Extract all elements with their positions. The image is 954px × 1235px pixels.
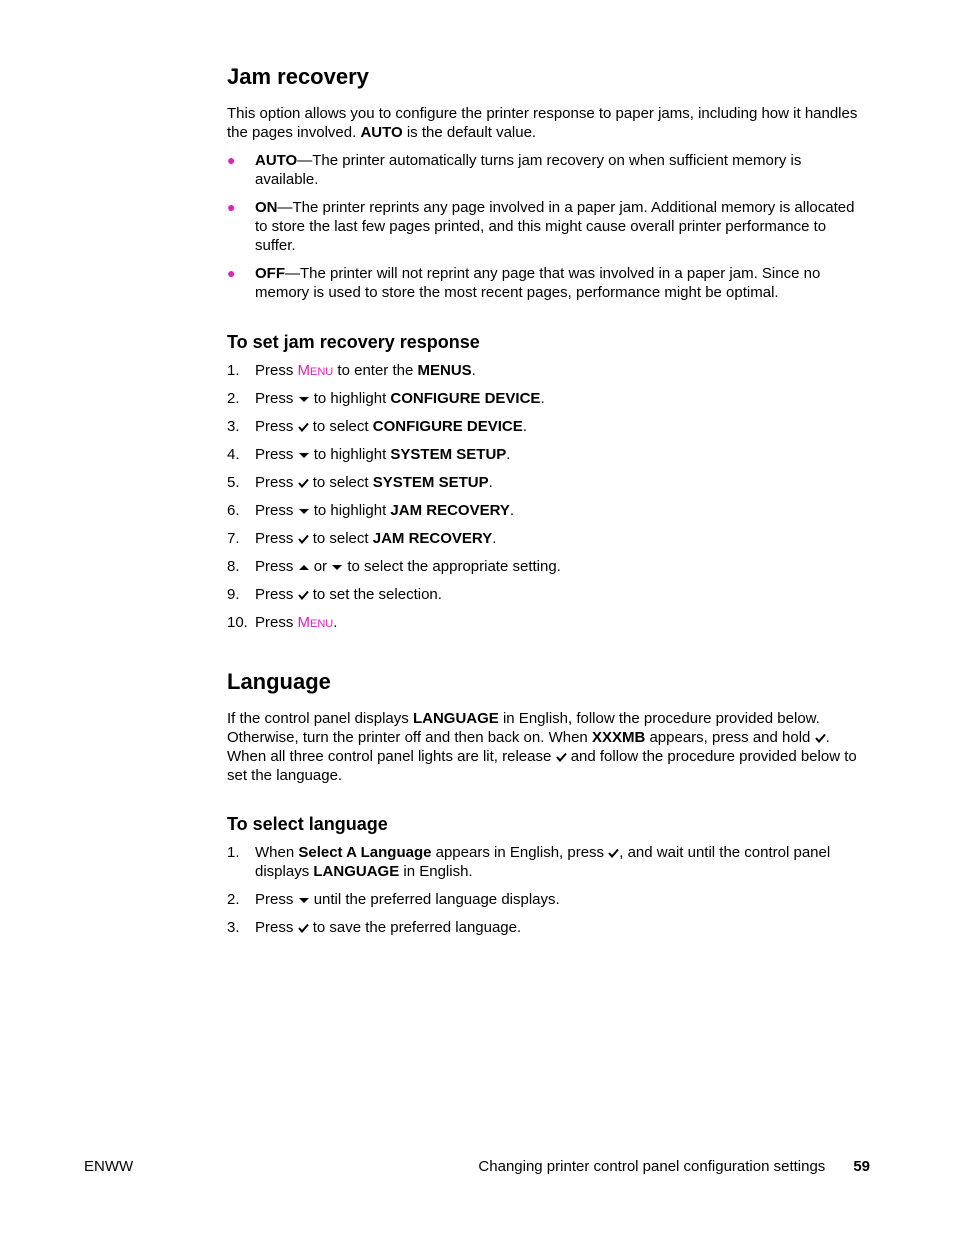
step-text: Press xyxy=(255,558,294,575)
list-item: 7. Press to select JAM RECOVERY. xyxy=(227,530,497,547)
step-text: Press xyxy=(255,390,294,407)
step-number: 6. xyxy=(227,502,240,519)
step-text: to save the preferred language. xyxy=(312,919,522,936)
list-item: 6. Press to highlight JAM RECOVERY. xyxy=(227,502,515,519)
intro-text: This option allows you to configure the printer response to paper jams, including how it handles the pages involved. xyxy=(227,105,858,141)
page-number: 59 xyxy=(853,1158,870,1175)
step-number: 1. xyxy=(227,844,240,861)
step-text: Press xyxy=(255,474,294,491)
down-arrow-icon xyxy=(298,394,310,404)
intro-bold: LANGUAGE xyxy=(412,710,499,727)
step-text: When xyxy=(255,844,295,861)
step-text: to select xyxy=(312,530,369,547)
step-text: to select xyxy=(312,418,369,435)
down-arrow-icon xyxy=(331,562,343,572)
list-item: 5. Press to select SYSTEM SETUP. xyxy=(227,474,493,491)
list-item: 3. Press to select CONFIGURE DEVICE. xyxy=(227,418,527,435)
checkmark-icon xyxy=(298,923,309,933)
up-arrow-icon xyxy=(298,562,310,572)
footer-edition: ENWW xyxy=(84,1158,134,1175)
list-item xyxy=(227,890,867,909)
set-jam-steps xyxy=(227,361,867,632)
step-bold: JAM RECOVERY xyxy=(372,530,493,547)
step-text: to select xyxy=(312,474,369,491)
step-text: Press xyxy=(255,502,294,519)
step-text: or xyxy=(313,558,328,575)
step-number: 9. xyxy=(227,586,240,603)
intro-text: and follow the procedure provided below to set the language. xyxy=(227,748,857,784)
list-item: 1. Press Menu to enter the MENUS. xyxy=(227,362,476,379)
step-bold: SYSTEM SETUP xyxy=(372,474,489,491)
checkmark-icon xyxy=(556,752,567,762)
intro-text: in English, follow the procedure provided below. Otherwise, turn the printer off and then back on. When xyxy=(227,710,820,746)
step-number: 4. xyxy=(227,446,240,463)
option-term: ON xyxy=(255,199,278,216)
step-text: Press xyxy=(255,919,294,936)
page-footer xyxy=(84,1158,870,1178)
intro-text: If the control panel displays xyxy=(227,710,409,727)
intro-text: appears, press and hold xyxy=(649,729,811,746)
step-text: Press xyxy=(255,446,294,463)
step-number: 10. xyxy=(227,614,248,631)
intro-bold: XXXMB xyxy=(591,729,646,746)
step-number: 2. xyxy=(227,390,240,407)
list-item xyxy=(227,843,867,881)
step-bold: JAM RECOVERY xyxy=(390,502,510,519)
step-bold: MENUS xyxy=(417,362,472,379)
list-item xyxy=(227,918,867,937)
checkmark-icon xyxy=(608,848,619,858)
option-term: OFF xyxy=(255,265,285,282)
list-item xyxy=(227,557,867,576)
step-text: Press xyxy=(255,530,294,547)
bullet-icon: ● xyxy=(227,152,236,168)
jam-recovery-intro xyxy=(227,104,867,142)
step-bold: Select A Language xyxy=(298,844,432,861)
step-number: 3. xyxy=(227,418,240,435)
subheading-select-language: To select language xyxy=(227,814,388,834)
menu-button-label: Menu xyxy=(297,614,334,631)
list-item xyxy=(227,585,867,604)
step-number: 3. xyxy=(227,919,240,936)
list-item: 10. Press Menu. xyxy=(227,614,338,631)
step-bold: LANGUAGE xyxy=(313,863,400,880)
step-text: until the preferred language displays. xyxy=(313,891,560,908)
checkmark-icon xyxy=(298,422,309,432)
select-language-steps xyxy=(227,843,867,937)
checkmark-icon xyxy=(298,590,309,600)
step-text: in English. xyxy=(403,863,473,880)
option-text: —The printer reprints any page involved in a paper jam. Additional memory is allocated to store the last few pages printed, and this might cause overall printer performance to suffer. xyxy=(255,199,855,254)
checkmark-icon xyxy=(298,478,309,488)
page-content xyxy=(227,60,867,946)
step-number: 7. xyxy=(227,530,240,547)
step-text: to highlight xyxy=(313,446,387,463)
step-number: 1. xyxy=(227,362,240,379)
step-text: Press xyxy=(255,362,294,379)
down-arrow-icon xyxy=(298,506,310,516)
language-intro xyxy=(227,709,867,785)
step-text: to set the selection. xyxy=(312,586,442,603)
step-text: Press xyxy=(255,891,294,908)
step-text: appears in English, press xyxy=(435,844,605,861)
section-heading-jam-recovery: Jam recovery xyxy=(227,64,369,89)
menu-button-label: Menu xyxy=(297,362,334,379)
list-item xyxy=(227,198,867,255)
intro-text-end: is the default value. xyxy=(406,124,537,141)
list-item xyxy=(227,264,867,302)
intro-text: . When all three control panel lights are lit, release xyxy=(227,729,830,765)
step-number: 5. xyxy=(227,474,240,491)
jam-recovery-options xyxy=(227,151,867,302)
option-text: —The printer will not reprint any page that was involved in a paper jam. Since no memory is used to store the most recent pages, performance might be optimal. xyxy=(255,265,821,301)
option-text: —The printer automatically turns jam recovery on when sufficient memory is available. xyxy=(255,152,802,188)
step-number: 8. xyxy=(227,558,240,575)
option-term: AUTO xyxy=(255,152,298,169)
step-text: Press xyxy=(255,418,294,435)
step-bold: CONFIGURE DEVICE xyxy=(372,418,523,435)
checkmark-icon xyxy=(815,733,826,743)
step-bold: CONFIGURE DEVICE xyxy=(390,390,541,407)
checkmark-icon xyxy=(298,534,309,544)
section-heading-language: Language xyxy=(227,669,331,694)
step-text: Press xyxy=(255,614,294,631)
bullet-icon: ● xyxy=(227,265,236,281)
footer-right xyxy=(478,1158,870,1175)
step-text: to highlight xyxy=(313,390,387,407)
list-item xyxy=(227,151,867,189)
down-arrow-icon xyxy=(298,895,310,905)
list-item: 4. Press to highlight SYSTEM SETUP. xyxy=(227,446,511,463)
intro-auto: AUTO xyxy=(360,124,403,141)
step-text: , and wait until the control panel displays xyxy=(255,844,831,880)
step-text: to enter the xyxy=(337,362,414,379)
footer-title: Changing printer control panel configuration settings xyxy=(478,1158,826,1175)
step-number: 2. xyxy=(227,891,240,908)
bullet-icon: ● xyxy=(227,199,236,215)
list-item: 2. Press to highlight CONFIGURE DEVICE. xyxy=(227,390,545,407)
step-text: to highlight xyxy=(313,502,387,519)
step-bold: SYSTEM SETUP xyxy=(390,446,507,463)
subheading-set-jam-recovery: To set jam recovery response xyxy=(227,332,480,352)
step-text: to select the appropriate setting. xyxy=(347,558,561,575)
down-arrow-icon xyxy=(298,450,310,460)
step-text: Press xyxy=(255,586,294,603)
